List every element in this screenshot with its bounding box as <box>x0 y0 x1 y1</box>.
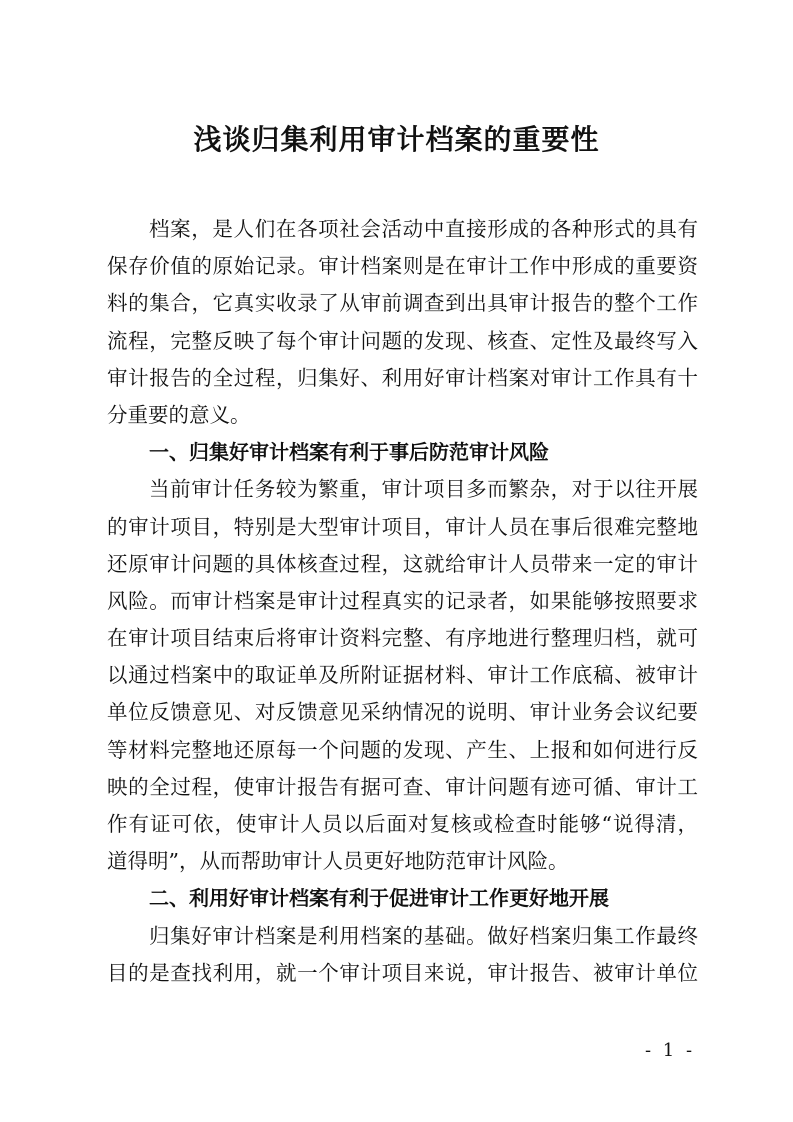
text-line: 分重要的意义。 <box>107 402 251 427</box>
text-line: 的审计项目，特别是大型审计项目，审计人员在事后很难完整地 <box>107 514 698 539</box>
text-line: 作有证可依，使审计人员以后面对复核或检查时能够“说得清， <box>107 812 698 836</box>
text-line: 等材料完整地还原每一个问题的发现、产生、上报和如何进行反 <box>107 737 698 762</box>
text-line: 风险。而审计档案是审计过程真实的记录者，如果能够按照要求 <box>107 588 698 613</box>
text-line: 在审计项目结束后将审计资料完整、有序地进行整理归档，就可 <box>107 626 698 651</box>
section-heading: 二、利用好审计档案有利于促进审计工作更好地开展 <box>149 886 609 911</box>
text-line: 档案，是人们在各项社会活动中直接形成的各种形式的具有 <box>149 217 698 241</box>
text-line: 单位反馈意见、对反馈意见采纳情况的说明、审计业务会议纪要 <box>107 700 698 725</box>
text-line: 审计报告的全过程，归集好、利用好审计档案对审计工作具有十 <box>107 365 698 390</box>
document-title: 浅谈归集利用审计档案的重要性 <box>193 123 600 156</box>
section-heading: 一、归集好审计档案有利于事后防范审计风险 <box>149 440 549 465</box>
text-line: 当前审计任务较为繁重，审计项目多而繁杂，对于以往开展 <box>149 477 698 502</box>
text-line: 流程，完整反映了每个审计问题的发现、核查、定性及最终写入 <box>107 328 698 353</box>
text-line: 道得明”，从而帮助审计人员更好地防范审计风险。 <box>107 849 569 874</box>
text-line: 还原审计问题的具体核查过程，这就给审计人员带来一定的审计 <box>107 551 698 576</box>
text-line: 保存价值的原始记录。审计档案则是在审计工作中形成的重要资 <box>107 254 698 279</box>
text-line: 料的集合，它真实收录了从审前调查到出具审计报告的整个工作 <box>107 291 698 316</box>
page-number: - 1 - <box>645 1040 693 1061</box>
text-line: 以通过档案中的取证单及所附证据材料、审计工作底稿、被审计 <box>107 663 698 688</box>
text-line: 归集好审计档案是利用档案的基础。做好档案归集工作最终 <box>149 923 698 948</box>
text-line: 目的是查找利用，就一个审计项目来说，审计报告、被审计单位 <box>107 960 698 985</box>
document-body <box>107 211 698 992</box>
text-line: 映的全过程，使审计报告有据可查、审计问题有迹可循、审计工 <box>107 774 698 799</box>
